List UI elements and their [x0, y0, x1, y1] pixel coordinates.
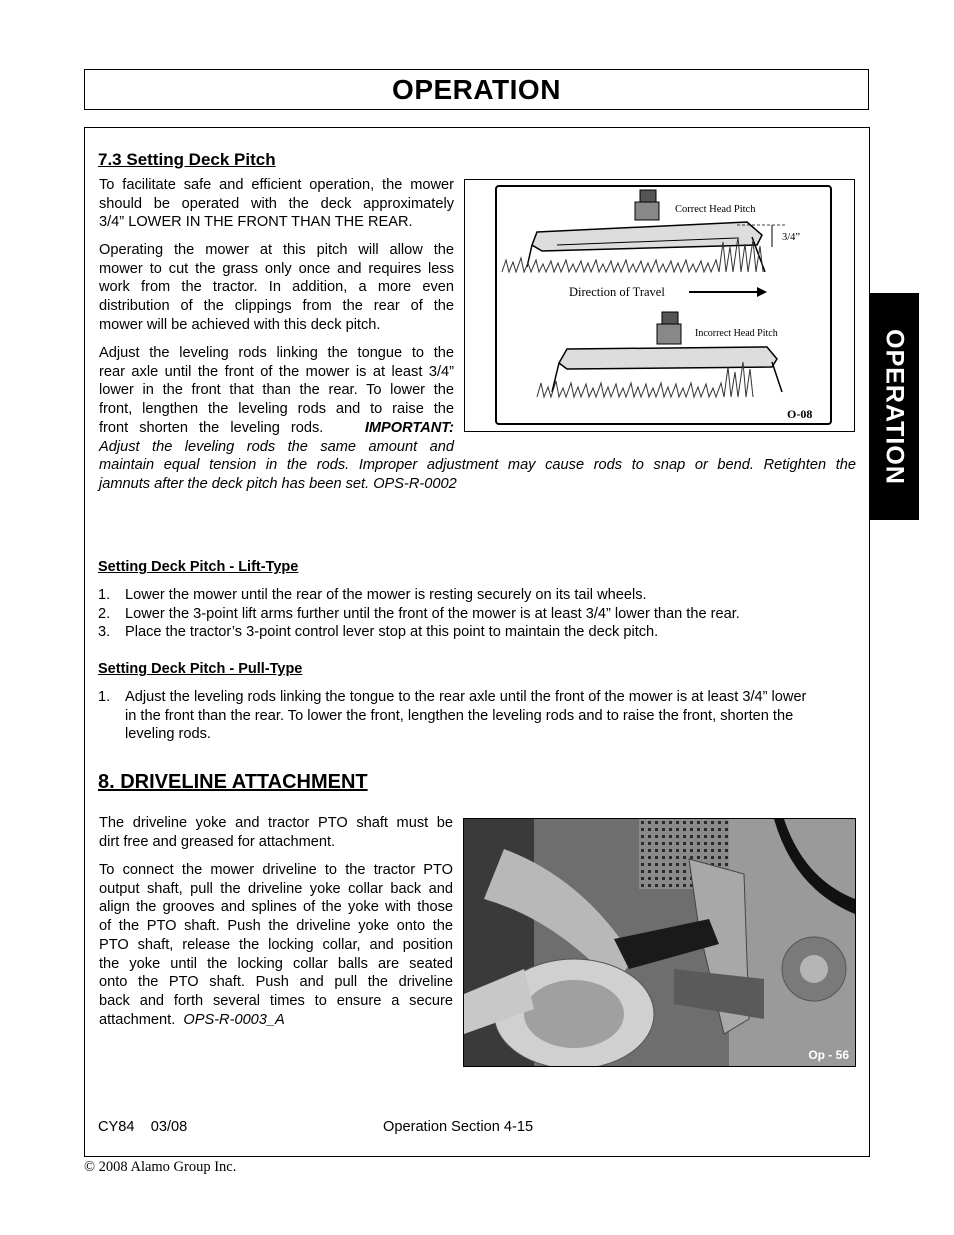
step-number: 1.: [98, 689, 111, 705]
text-line: To facilitate safe and efficient operation, the mower: [99, 177, 454, 193]
footer-date: 03/08: [150, 1119, 188, 1135]
section73-para2: [99, 241, 454, 335]
footer-model-code: CY84: [98, 1119, 135, 1135]
photo-code: Op - 56: [808, 1048, 849, 1062]
text-line: front, lengthen the leveling rods and to raise the: [99, 401, 454, 418]
step-number: 2.: [98, 605, 111, 622]
text-line: [99, 1011, 453, 1030]
ops-code: OPS-R-0003_A: [183, 1011, 285, 1028]
text-line: lower in the front that than the rear. To lower the: [99, 382, 454, 399]
text-line: the yoke until the locking collar balls are seated: [99, 955, 453, 972]
text-line: onto the PTO shaft. Push and pull the driveline: [99, 974, 453, 991]
list-item: [98, 623, 856, 642]
text-line: work from the tractor. In addition, a more even: [99, 279, 454, 296]
text-line: To connect the mower driveline to the tractor PTO: [99, 862, 453, 878]
correct-pitch-label: Correct Head Pitch: [675, 204, 756, 215]
lift-type-heading: Setting Deck Pitch - Lift-Type: [98, 559, 299, 575]
lift-type-steps: [98, 586, 856, 642]
step-text-line: leveling rods.: [125, 726, 211, 743]
step-number: 3.: [98, 624, 111, 641]
text-line: mower to cut the grass only once and requires less: [99, 260, 454, 277]
deck-pitch-diagram: [495, 185, 832, 425]
text-line: distribution of the clippings from the rear of the: [99, 298, 454, 315]
important-label: IMPORTANT:: [364, 419, 454, 436]
copyright: © 2008 Alamo Group Inc.: [84, 1159, 237, 1175]
text-line: mower will be achieved with this deck pitch.: [99, 316, 381, 333]
section-heading-8: 8. DRIVELINE ATTACHMENT: [98, 771, 368, 793]
step-text: Place the tractor’s 3-point control lever stop at this point to maintain the deck pitch.: [125, 624, 659, 641]
incorrect-pitch-label: Incorrect Head Pitch: [695, 328, 778, 339]
footer-section: Operation Section 4-15: [383, 1119, 534, 1135]
section73-para3: [99, 344, 454, 456]
step-text: Lower the 3-point lift arms further until the front of the mower is at least 3/4” lower than the rear.: [125, 605, 740, 622]
side-tab: [869, 293, 919, 520]
driveline-photo-illustration: [464, 819, 855, 1066]
text-line: maintain equal tension in the rods. Improper adjustment may cause rods to snap or bend. Retighten the: [99, 457, 856, 473]
text-line: output shaft, pull the driveline yoke collar back and: [99, 880, 453, 897]
measure-label: 3/4”: [782, 232, 801, 243]
incorrect-pitch-mower: [552, 312, 782, 392]
driveline-photo: [463, 818, 856, 1067]
pull-type-steps: [98, 688, 856, 744]
footer-model: [98, 1119, 187, 1135]
text-line: rear axle until the front of the mower is at least 3/4”: [99, 363, 454, 380]
direction-label: Direction of Travel: [569, 285, 665, 299]
list-item: [98, 605, 856, 624]
text-line: of the PTO shaft. Push the driveline yoke onto the: [99, 918, 453, 935]
text-line: align the grooves and splines of the yoke with those: [99, 899, 453, 916]
text-line: 3/4” LOWER IN THE FRONT THAN THE REAR.: [99, 214, 413, 231]
section73-para1: [99, 176, 454, 232]
text-line: Adjust the leveling rods linking the tongue to the: [99, 345, 454, 361]
text-line: should be operated with the deck approximately: [99, 195, 454, 212]
text-line: Adjust the leveling rods the same amount and: [99, 438, 454, 455]
pull-type-heading: Setting Deck Pitch - Pull-Type: [98, 661, 303, 677]
step-text: Lower the mower until the rear of the mower is resting securely on its tail wheels.: [125, 587, 647, 603]
figure-code: O-08: [787, 407, 813, 421]
list-item: [98, 688, 856, 744]
list-item: [98, 586, 856, 605]
deck-pitch-illustration: [497, 187, 830, 423]
page-header: [84, 69, 869, 110]
section8-para2: [99, 861, 453, 1029]
text-segment: front shorten the leveling rods.: [99, 419, 324, 436]
step-text-line: in the front than the rear. To lower the front, lengthen the leveling rods and to raise the front, shorten the: [125, 707, 794, 724]
text-line: dirt free and greased for attachment.: [99, 833, 336, 850]
text-line: PTO shaft, release the locking collar, and position: [99, 936, 453, 953]
page-title: OPERATION: [392, 73, 561, 105]
side-tab-label: OPERATION: [880, 328, 909, 485]
section-heading-7-3: 7.3 Setting Deck Pitch: [98, 150, 276, 169]
text-line: back and forth several times to ensure a secure: [99, 992, 453, 1009]
step-number: 1.: [98, 587, 111, 603]
text-line: [99, 419, 454, 438]
text-segment: attachment.: [99, 1011, 176, 1028]
arrow-head-icon: [757, 287, 767, 297]
section73-para3-cont: [99, 456, 856, 493]
deck-pitch-figure: [464, 179, 855, 432]
text-line: Operating the mower at this pitch will allow the: [99, 242, 454, 258]
text-line: The driveline yoke and tractor PTO shaft must be: [99, 815, 453, 831]
text-line: jamnuts after the deck pitch has been set. OPS-R-0002: [99, 475, 457, 492]
correct-pitch-mower: [527, 190, 765, 272]
section8-para1: [99, 814, 453, 851]
step-text-line: Adjust the leveling rods linking the tongue to the rear axle until the front of the mower is at least 3/4” lower: [125, 689, 807, 705]
